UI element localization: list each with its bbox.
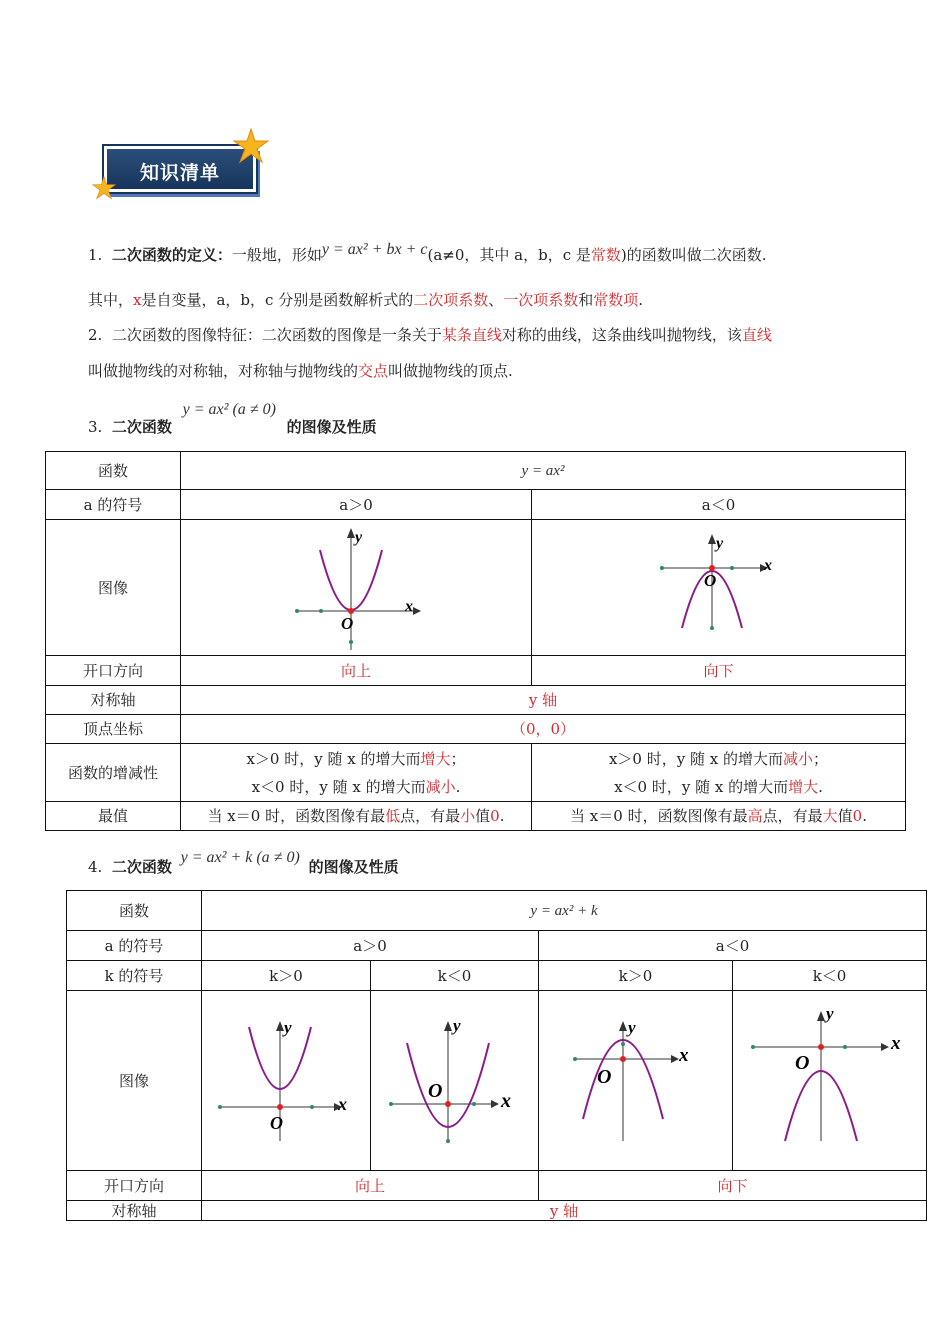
text: . bbox=[455, 777, 461, 796]
text: . bbox=[862, 807, 867, 825]
text: 、 bbox=[488, 291, 504, 309]
row-label: 图像 bbox=[46, 520, 181, 656]
highlight: 常数项 bbox=[593, 291, 639, 309]
text: . bbox=[818, 777, 823, 796]
x-axis-label: x bbox=[891, 1033, 901, 1054]
y-axis-label: y bbox=[716, 535, 724, 552]
text: 对称的曲线，这条曲线叫抛物线，该 bbox=[501, 326, 742, 344]
definition-line bbox=[88, 241, 767, 265]
y-axis-label: y bbox=[826, 1004, 834, 1023]
highlight: 某条直线 bbox=[441, 326, 502, 344]
text: . bbox=[638, 291, 644, 309]
k-sign: k＜0 bbox=[733, 961, 927, 991]
extreme-negative bbox=[532, 802, 906, 831]
extreme-positive bbox=[181, 802, 532, 831]
section-4-heading bbox=[88, 849, 399, 877]
table-y-ax2-k bbox=[66, 890, 927, 1221]
text: x＜0 时，y 随 x 的增大而 bbox=[614, 777, 789, 796]
parabola-down-graph bbox=[532, 520, 906, 655]
text: 当 x＝0 时，函数图像有最 bbox=[570, 807, 748, 825]
sign-positive: a＞0 bbox=[181, 490, 532, 520]
text: ； bbox=[813, 749, 829, 768]
origin-label: O bbox=[597, 1066, 612, 1088]
y-axis-label: y bbox=[355, 529, 363, 546]
monotonic-positive bbox=[181, 744, 532, 802]
sign-negative: a＜0 bbox=[539, 931, 927, 961]
k-sign: k＞0 bbox=[539, 961, 733, 991]
text: 当 x＝0 时，函数图像有最 bbox=[207, 807, 386, 825]
highlight: 减小 bbox=[782, 749, 813, 768]
highlight: 减小 bbox=[425, 777, 456, 796]
row-label: 图像 bbox=[67, 991, 202, 1171]
highlight: 直线 bbox=[741, 326, 772, 344]
text: 其中， bbox=[88, 291, 134, 309]
row-label: 开口方向 bbox=[67, 1171, 202, 1201]
heading-suffix: 的图像及性质 bbox=[308, 858, 399, 876]
highlight: 高 bbox=[747, 807, 763, 825]
banner-title: 知识清单 bbox=[139, 162, 220, 184]
item-number: 1. bbox=[88, 246, 103, 264]
parabola-down-k-negative-graph bbox=[733, 991, 927, 1170]
highlight: 增大 bbox=[788, 777, 819, 796]
text: 叫做抛物线的对称轴，对称轴与抛物线的 bbox=[88, 362, 359, 380]
x-axis-label: x bbox=[501, 1090, 511, 1112]
highlight: 低 bbox=[385, 807, 401, 825]
origin-label: O bbox=[704, 571, 717, 590]
parabola-up-k-positive-graph bbox=[202, 991, 371, 1170]
row-label: 函数的增减性 bbox=[46, 744, 181, 802]
text: 点，有最 bbox=[762, 807, 823, 825]
y-axis-label: y bbox=[453, 1016, 461, 1035]
text: 值 bbox=[837, 807, 853, 825]
text: 是自变量，a，b，c 分别是函数解析式的 bbox=[141, 291, 414, 309]
text: x＜0 时，y 随 x 的增大而 bbox=[251, 777, 426, 796]
text: 一般地，形如 bbox=[231, 246, 322, 264]
function-formula: y = ax² + k bbox=[202, 891, 927, 931]
x-axis-label: x bbox=[405, 598, 413, 615]
monotonic-negative bbox=[532, 744, 906, 802]
graph-cell bbox=[532, 520, 906, 656]
highlight: x bbox=[133, 291, 142, 309]
highlight: 大 bbox=[822, 807, 838, 825]
highlight: 小 bbox=[460, 807, 476, 825]
row-label: 对称轴 bbox=[67, 1201, 202, 1221]
heading-label: 二次函数 bbox=[111, 858, 172, 876]
item-number: 2. bbox=[88, 326, 103, 344]
formula: y = ax² (a ≠ 0) bbox=[182, 401, 276, 418]
text: x＞0 时，y 随 x 的增大而 bbox=[246, 749, 421, 768]
parabola-down-k-positive-graph bbox=[539, 991, 733, 1170]
origin-label: O bbox=[270, 1113, 283, 1133]
x-axis-label: x bbox=[679, 1045, 689, 1066]
sign-negative: a＜0 bbox=[532, 490, 906, 520]
row-label: 函数 bbox=[46, 452, 181, 490]
row-label: 最值 bbox=[46, 802, 181, 831]
parabola-up-k-negative-graph bbox=[371, 991, 539, 1170]
highlight: 常数 bbox=[590, 246, 621, 264]
star-icon bbox=[233, 128, 269, 164]
highlight: 一次项系数 bbox=[503, 291, 579, 309]
item-number: 4. bbox=[88, 858, 103, 876]
text: . bbox=[499, 807, 505, 825]
axis-value: y 轴 bbox=[181, 686, 906, 715]
highlight: 0 bbox=[852, 807, 863, 825]
row-label: 对称轴 bbox=[46, 686, 181, 715]
highlight: 0 bbox=[490, 807, 500, 825]
text: ； bbox=[450, 749, 466, 768]
graph-cell bbox=[539, 991, 733, 1171]
highlight: 交点 bbox=[358, 362, 389, 380]
definition-label: 二次函数的定义： bbox=[111, 246, 232, 264]
text: x＞0 时，y 随 x 的增大而 bbox=[608, 749, 783, 768]
feature-line bbox=[88, 324, 772, 345]
star-icon bbox=[92, 176, 116, 200]
y-axis-label: y bbox=[284, 1018, 292, 1037]
section-3-heading bbox=[88, 401, 377, 437]
row-label: k 的符号 bbox=[67, 961, 202, 991]
table-y-ax2 bbox=[45, 451, 906, 831]
vertex-value: （0，0） bbox=[181, 715, 906, 744]
feature-line-2 bbox=[88, 360, 513, 381]
origin-label: O bbox=[341, 614, 354, 633]
open-down: 向下 bbox=[539, 1171, 927, 1201]
open-up: 向上 bbox=[181, 656, 532, 686]
graph-cell bbox=[202, 991, 371, 1171]
row-label: 顶点坐标 bbox=[46, 715, 181, 744]
section-banner bbox=[98, 138, 258, 198]
text: )的函数叫做二次函数. bbox=[620, 246, 767, 264]
text: 值 bbox=[475, 807, 491, 825]
y-axis-label: y bbox=[628, 1018, 636, 1037]
graph-cell bbox=[371, 991, 539, 1171]
text: 叫做抛物线的顶点. bbox=[388, 362, 513, 380]
row-label: a 的符号 bbox=[46, 490, 181, 520]
formula: y = ax² + k (a ≠ 0) bbox=[180, 849, 300, 866]
origin-label: O bbox=[795, 1052, 810, 1074]
sign-positive: a＞0 bbox=[202, 931, 539, 961]
parabola-up-graph bbox=[181, 520, 532, 655]
heading-suffix: 的图像及性质 bbox=[286, 418, 377, 436]
x-axis-label: x bbox=[338, 1094, 347, 1114]
k-sign: k＜0 bbox=[371, 961, 539, 991]
row-label: 开口方向 bbox=[46, 656, 181, 686]
function-formula: y = ax² bbox=[181, 452, 906, 490]
axis-value: y 轴 bbox=[202, 1201, 927, 1221]
graph-cell bbox=[733, 991, 927, 1171]
text: 二次函数的图像特征：二次函数的图像是一条关于 bbox=[111, 326, 442, 344]
row-label: 函数 bbox=[67, 891, 202, 931]
k-sign: k＞0 bbox=[202, 961, 371, 991]
text: 点，有最 bbox=[400, 807, 461, 825]
row-label: a 的符号 bbox=[67, 931, 202, 961]
x-axis-label: x bbox=[764, 557, 772, 574]
heading-label: 二次函数 bbox=[111, 418, 172, 436]
open-down: 向下 bbox=[532, 656, 906, 686]
item-number: 3. bbox=[88, 418, 103, 436]
highlight: 二次项系数 bbox=[413, 291, 489, 309]
text: (a≠0，其中 a，b，c 是 bbox=[427, 246, 591, 264]
graph-cell bbox=[181, 520, 532, 656]
text: 和 bbox=[578, 291, 594, 309]
open-up: 向上 bbox=[202, 1171, 539, 1201]
formula: y = ax² + bx + c bbox=[321, 241, 428, 258]
origin-label: O bbox=[428, 1080, 443, 1102]
definition-line-2 bbox=[88, 289, 643, 310]
highlight: 增大 bbox=[420, 749, 451, 768]
